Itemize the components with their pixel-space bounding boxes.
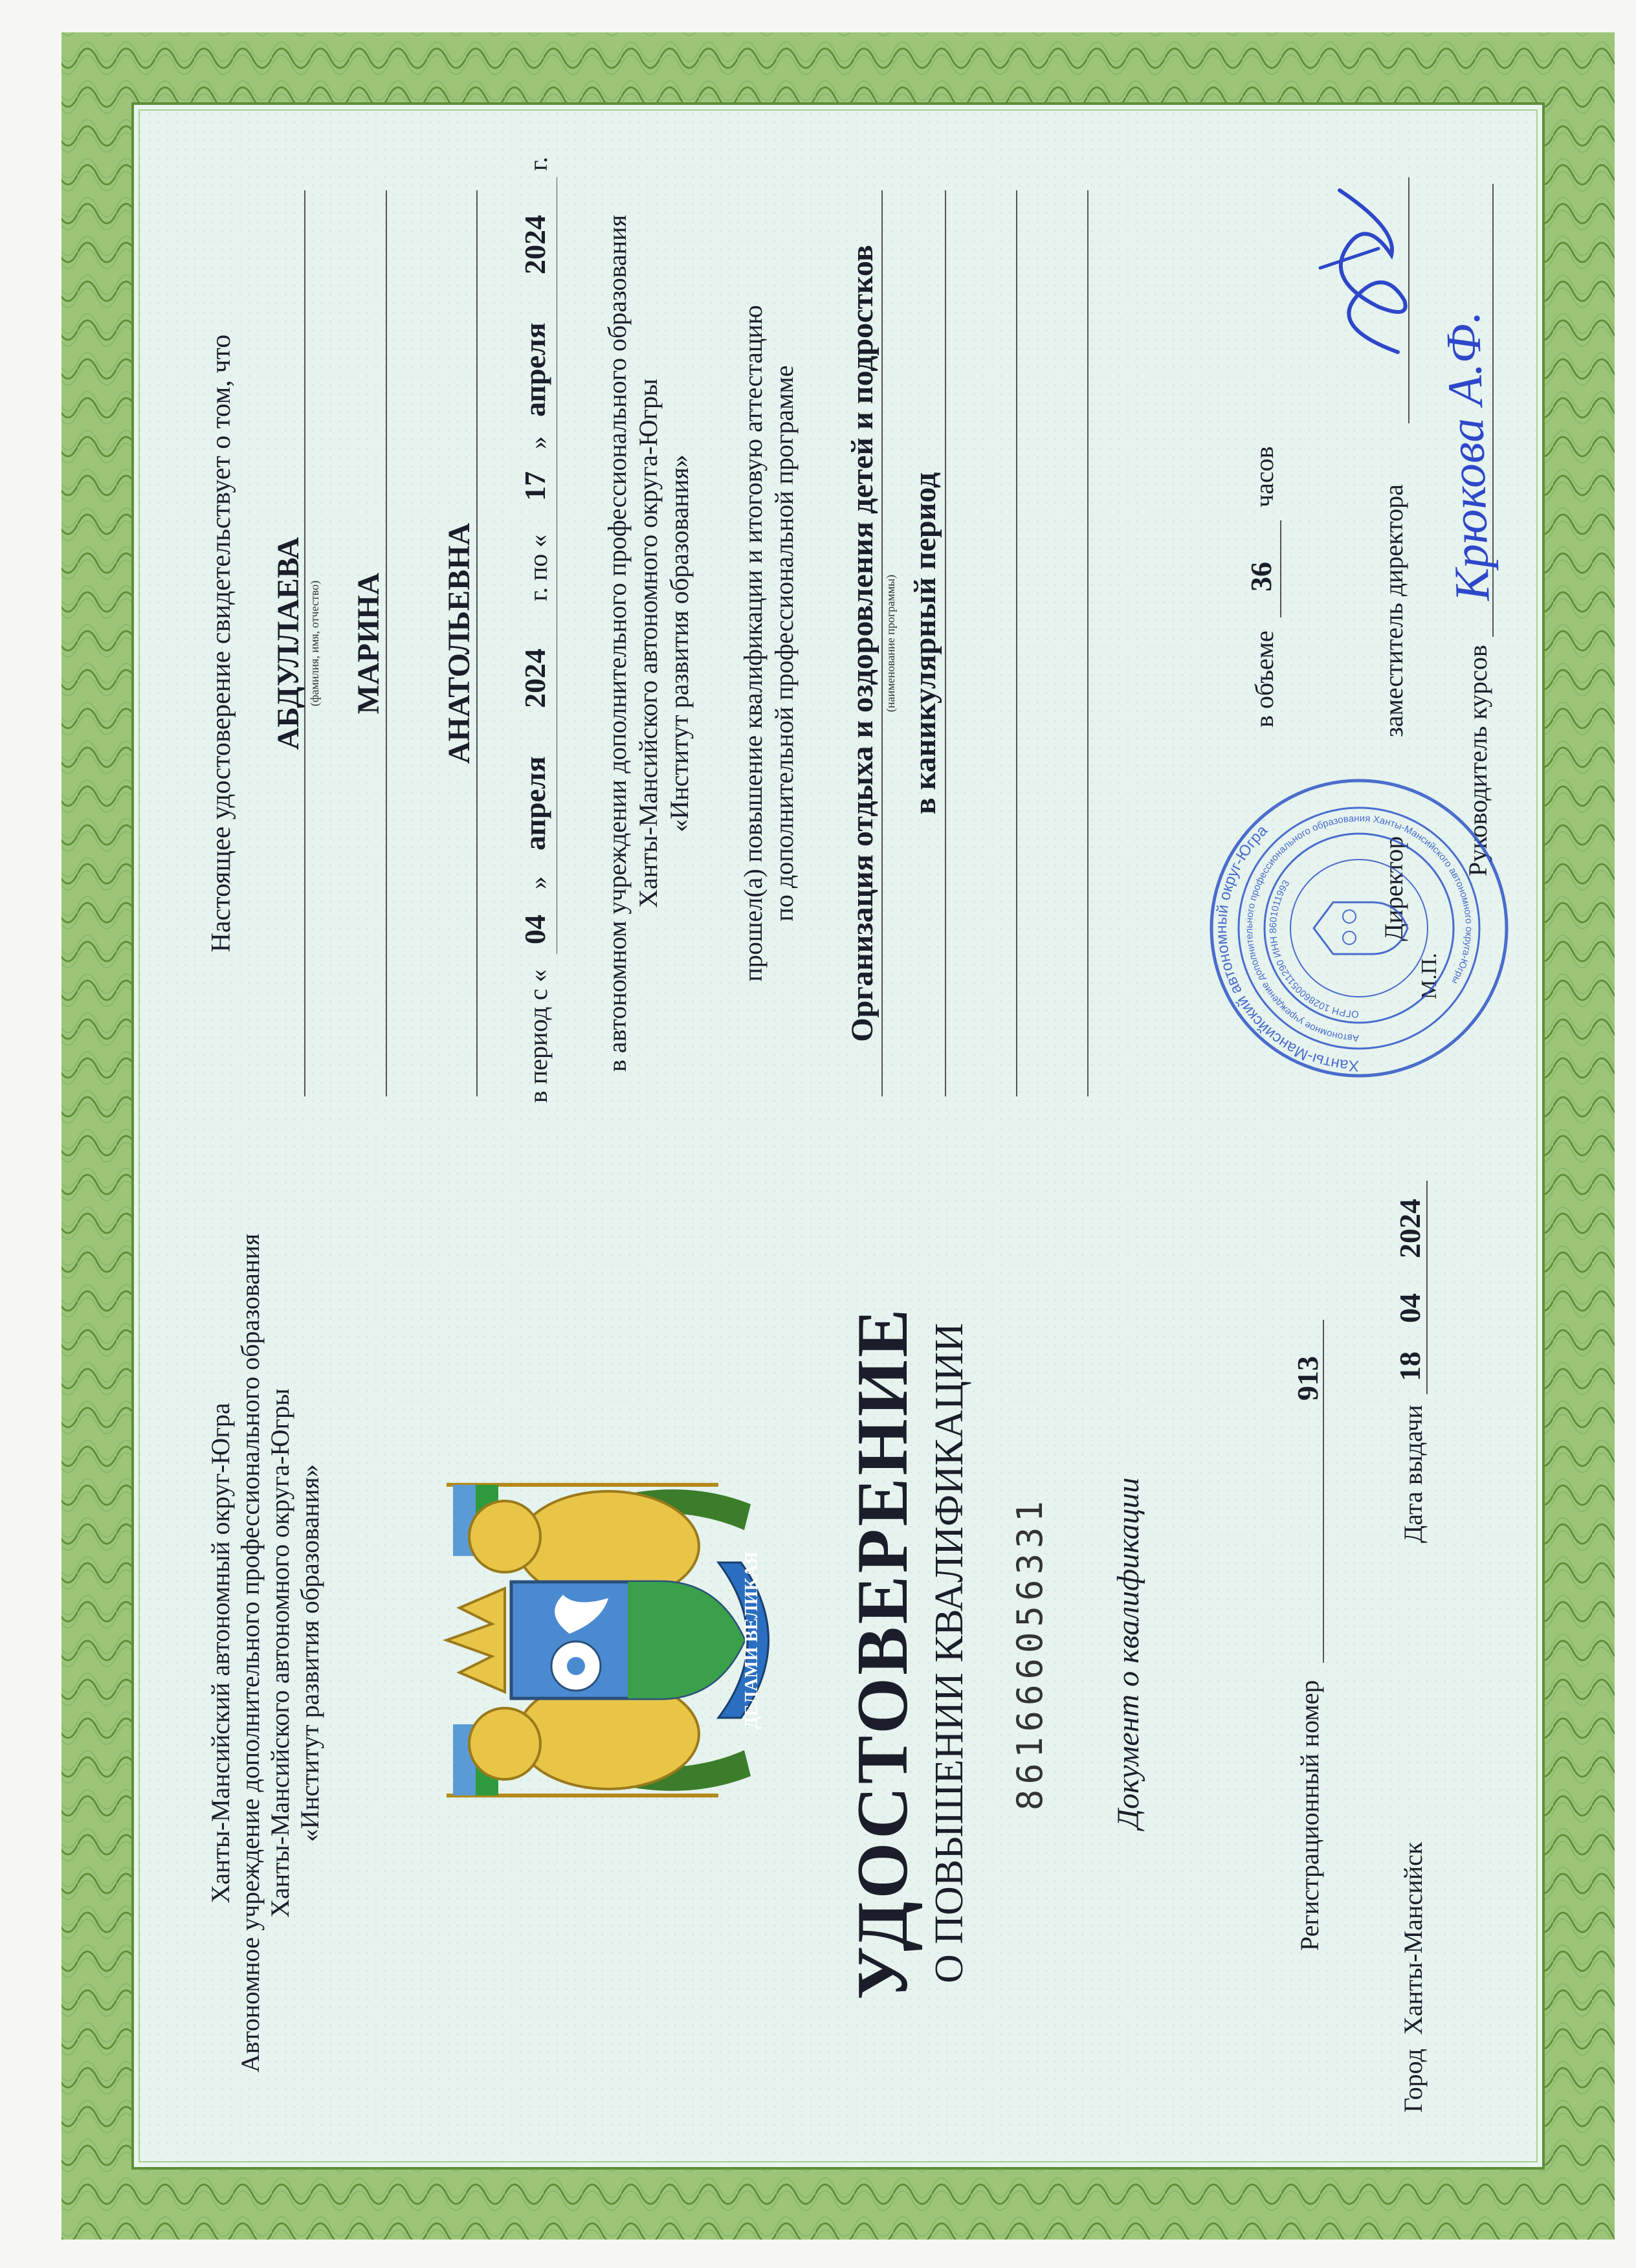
deputy-label: заместитель директора (1379, 484, 1408, 737)
attestation-line: по дополнительной профессиональной программе (769, 365, 799, 922)
program-title: Организация отдыха и оздоровления детей и подростков (845, 245, 879, 1042)
issue-month: 04 (1393, 1293, 1426, 1323)
issuer-line: Ханты-Мансийский автономный округ-Югра (206, 1403, 235, 1904)
institution-line: в автономном учреждении дополнительного профессионального образования (602, 215, 632, 1073)
stamp-text-middle: Автономное учреждение дополнительного профессионального образования Ханты-Мансийского автономного округа-Югры (1243, 812, 1475, 1044)
svg-text:Ханты-Мансийский автономный ок (1213, 821, 1359, 1074)
registration-label: Регистрационный номер (1295, 1680, 1324, 1951)
period-prefix: в период с « (524, 969, 553, 1103)
issue-day: 18 (1393, 1351, 1426, 1381)
coat-of-arms-icon (414, 1459, 815, 1821)
institution-line: «Институт развития образования» (665, 454, 694, 832)
director-signature (1301, 171, 1424, 365)
issuer-line: Ханты-Мансийского автономного округа-Югры (265, 1388, 294, 1918)
institution-line: Ханты-Мансийского автономного округа-Югры (634, 379, 663, 908)
attestation-line: прошел(а) повышение квалификации и итоговую аттестацию (738, 305, 768, 982)
document-type: Документ о квалификации (1111, 1477, 1145, 1829)
year-suffix: г. (524, 157, 553, 171)
attestation-block (738, 158, 800, 1129)
official-stamp (1204, 773, 1514, 1084)
close-quote: » (524, 436, 553, 449)
name-caption: (фамилия, имя, отчество) (308, 580, 321, 707)
hours-value: 36 (1244, 562, 1277, 592)
program-caption: (наименование программы) (884, 574, 897, 713)
program-line (881, 190, 883, 1096)
from-year: 2024 (518, 649, 551, 708)
director-label: Директор (1379, 836, 1408, 941)
serial-number: 861666056331 (1010, 1495, 1050, 1811)
registration-number: 913 (1291, 1356, 1324, 1401)
course-head-signature: Крюкова А.Ф. (1435, 310, 1500, 603)
first-name: МАРИНА (351, 572, 386, 715)
issue-date-line (1426, 1181, 1428, 1394)
stamp-text-outer: Ханты-Мансийский автономный округ-Югра (1212, 821, 1360, 1075)
issuer-line: «Институт развития образования» (295, 1464, 324, 1842)
surname: АБДУЛЛАЕВА (271, 537, 305, 750)
hours-label: часов (1250, 446, 1279, 507)
city-name: Ханты-Мансийск (1398, 1841, 1428, 2035)
document-title: УДОСТОВЕРЕНИЕ (843, 1306, 923, 2000)
program-line (945, 190, 946, 1096)
issuer-line: Автономное учреждение дополнительного профессионального образования (236, 1233, 265, 2073)
to-day: 17 (518, 471, 551, 501)
to-year: 2024 (518, 215, 551, 274)
stamp-text-inner: ОГРН 1028600511290 ИНН 8601011993 (1267, 878, 1360, 1020)
to-prefix: г. по « (524, 534, 553, 601)
from-month: апреля (518, 756, 551, 850)
intro-text: Настоящее удостоверение свидетельствует о том, что (206, 334, 236, 953)
close-quote: » (524, 876, 553, 889)
program-line (1087, 190, 1089, 1096)
from-day: 04 (518, 915, 551, 944)
issuer-block (206, 1168, 325, 2139)
hours-line (1280, 520, 1281, 617)
emblem-motto: ДЕЛАМИ ВЕЛИКАЯ (742, 1551, 762, 1729)
patronymic: АНАТОЛЬЕВНА (442, 522, 476, 764)
issue-date-label: Дата выдачи (1398, 1405, 1428, 1543)
volume-label: в объеме (1250, 630, 1279, 728)
document-subtitle: О ПОВЫШЕНИИ КВАЛИФИКАЦИИ (927, 1322, 971, 1984)
mp-label: М.П. (1417, 953, 1441, 999)
program-title-continued: в каникулярный период (908, 472, 942, 815)
program-line (1016, 190, 1017, 1096)
issue-year: 2024 (1393, 1199, 1426, 1258)
to-month: апреля (518, 322, 551, 417)
city-label: Город (1398, 2049, 1428, 2113)
course-head-label: Руководитель курсов (1463, 645, 1492, 876)
institution-block (602, 158, 695, 1129)
